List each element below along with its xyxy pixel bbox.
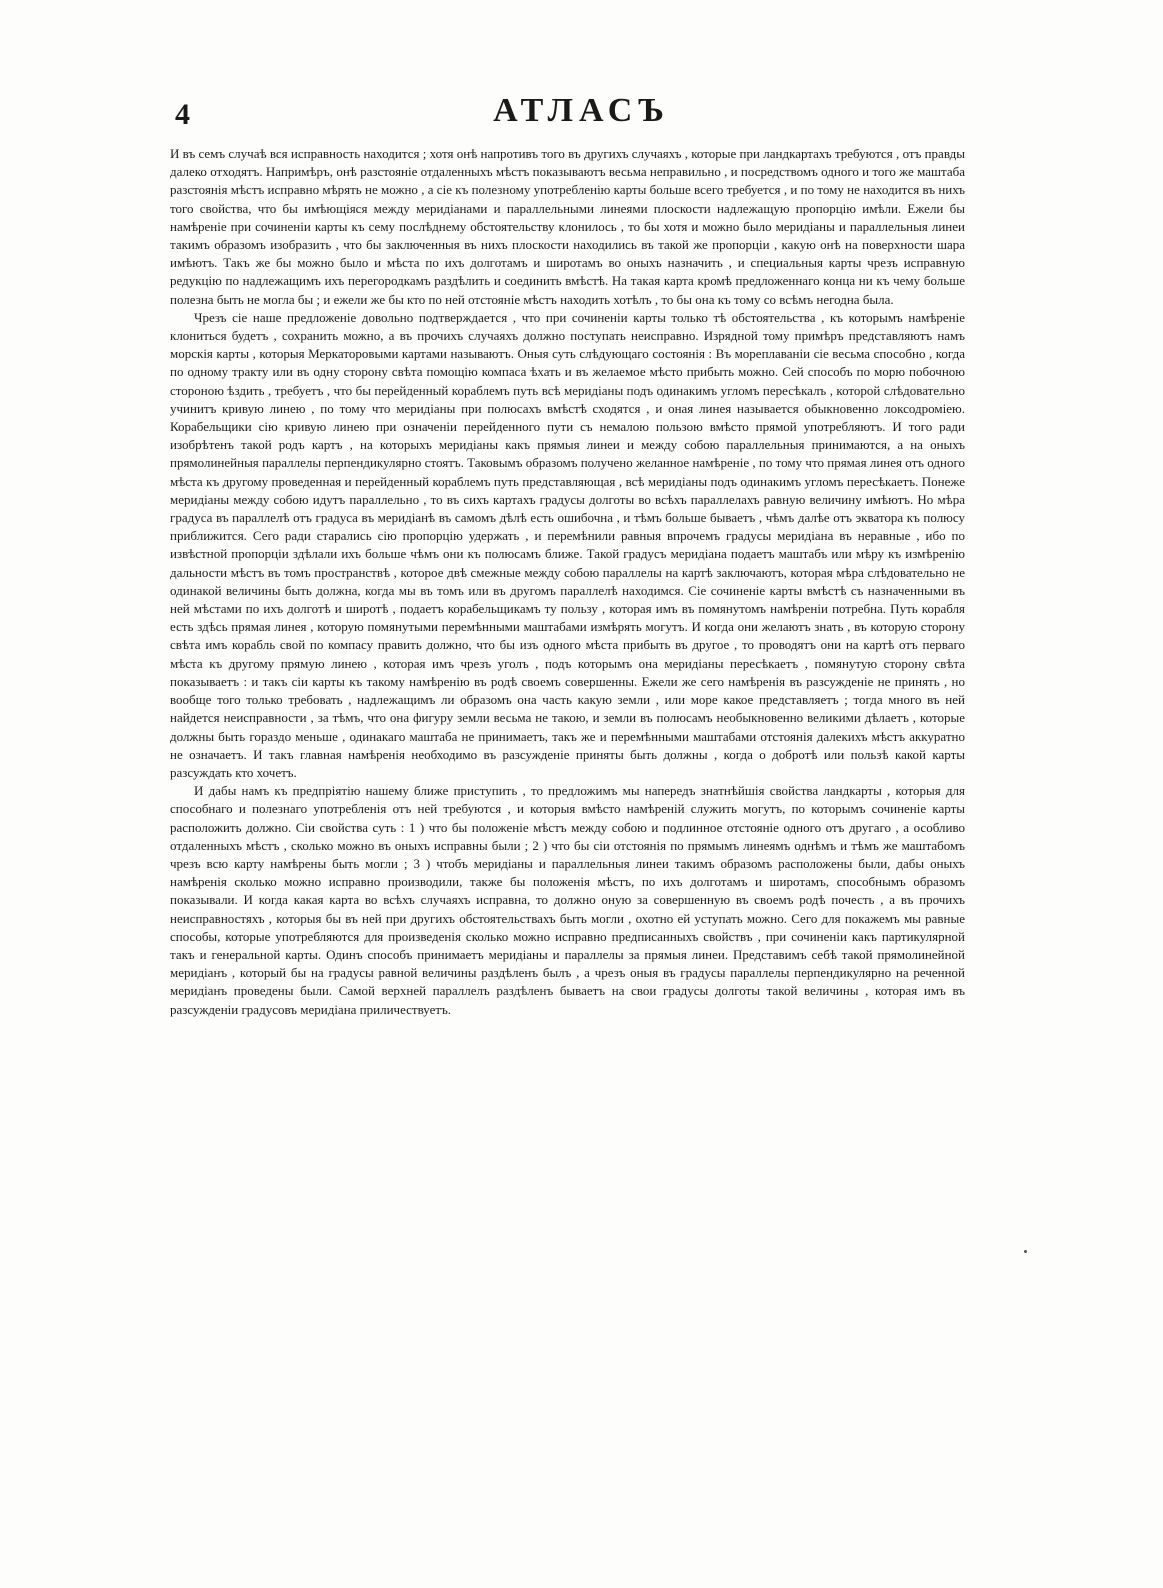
paragraph-1: И въ семъ случаѣ вся исправность находится ; хотя онѣ напротивъ того въ другихъ случаяхъ , которые при ландкартахъ требуются , отъ правды далеко отходятъ. Напримѣръ, онѣ разстояніе отдаленныхъ мѣстъ показываютъ весьма неправильно , и посредствомъ одного и того же маштаба разстоянія мѣстъ исправно мѣрять не можно , а сіе къ полезному употребленію карты больше всего требуется , и по тому не находится въ нихъ того свойства, что бы имѣющіяся между меридіанами и параллельными линеями плоскости надлежащую пропорцію имѣли. Ежели бы намѣреніе при сочиненіи карты къ сему послѣднему обстоятельству клонилось , то бы хотя и можно было меридіаны и параллельныя линеи такимъ образомъ изобразить , что бы заключенныя въ нихъ плоскости находились въ такой же пропорціи , какую онѣ на поверхности шара имѣютъ. Такъ же бы можно было и мѣста по ихъ долготамъ и широтамъ во оныхъ назначить , и специальныя карты чрезъ исправную редукцію по надлежащимъ ихъ перегородкамъ раздѣлить и соединить вмѣстѣ. На такая карта кромѣ предложеннаго конца ни къ чему больше полезна быть не могла бы ; и ежели же бы кто по ней отстояніе мѣстъ находить хотѣлъ , то бы она къ тому со всѣмъ негодна была.: [170, 146, 965, 307]
margin-speck: [1024, 1250, 1027, 1253]
running-head: АТЛАСЪ: [493, 92, 670, 129]
paragraph-3: И дабы намъ къ предпріятію нашему ближе приступить , то предложимъ мы напередъ знатнѣйшія свойства ландкарты , которыя для способнаго и полезнаго употребленія отъ ней требуются , и которыя вмѣсто намѣреній служить могутъ, по которымъ сочиненіе карты расположить должно. Сіи свойства суть : 1 ) что бы положеніе мѣстъ между собою и подлинное отстояніе одного отъ другаго , а особливо отдаленныхъ мѣстъ , сколько можно въ оныхъ исправны были ; 2 ) что бы сіи отстоянія по прямымъ линеямъ однѣмъ и тѣмъ же маштабомъ чрезъ всю карту намѣрены быть могли ; 3 ) чтобъ меридіаны и параллельныя линеи такимъ образомъ расположены были, дабы оныхъ намѣренія сколько можно исправно производили, также бы положенія мѣстъ, по ихъ долготамъ и широтамъ, способнымъ образомъ показывали. И когда какая карта во всѣхъ случаяхъ исправна, то должно оную за совершенную въ своемъ родѣ почесть , а въ прочихъ неисправностяхъ , которыя бы въ ней при другихъ обстоятельствахъ быть могли , охотно ей уступать можно. Сего для покажемъ мы равные способы, которые употребляются для произведенія сколько можно исправно предписанныхъ свойствъ , при сочиненіи какъ партикулярной такъ и генеральной карты. Одинъ способъ принимаетъ меридіаны и параллелы за прямыя линеи. Представимъ себѣ такой прямолинейной меридіанъ , который бы на градусы равной величины раздѣленъ былъ , а чрезъ оныя въ градусы параллелы перпендикулярно на реченной меридіанъ проведены были. Самой верхней параллелъ раздѣленъ бываетъ на свои градусы долготы такой величины , которая имъ въ разсужденіи градусовъ меридіана приличествуетъ.: [170, 783, 965, 1017]
body-text: [170, 145, 965, 1019]
paragraph-2: Чрезъ сіе наше предложеніе довольно подтверждается , что при сочиненіи карты только тѣ обстоятельства , къ которымъ намѣреніе клониться будетъ , сохранить можно, а въ прочихъ случаяхъ должно поступать неисправно. Изрядной тому примѣръ представляютъ намъ морскія карты , которыя Меркаторовыми картами называютъ. Оныя суть слѣдующаго состоянія : Въ мореплаваніи сіе весьма способно , когда по одному тракту или въ одну сторону свѣта помощію компаса ѣхать и въ желаемое мѣсто прибыть можно. Сей способъ по морю побочною стороною ѣздить , требуетъ , что бы перейденный кораблемъ путь всѣ меридіаны подъ одинакимъ угломъ пересѣкалъ , которой слѣдовательно учинитъ кривую линею , по тому что меридіаны при полюсахъ вмѣстѣ сходятся , и оная линея называется обыкновенно локсодроміею. Корабельщики сію кривую линею при означеніи перейденного пути съ немалою пользою вмѣсто прямой употребляютъ. И того ради изобрѣтенъ такой родъ картъ , на которыхъ меридіаны какъ прямыя линеи и между собою параллельныя принимаются, а на оныхъ прямолинейныя параллелы перпендикулярно стоятъ. Таковымъ образомъ получено желанное намѣреніе , по тому что прямая линея отъ одного мѣста къ другому проведенная и перейденный кораблемъ путь представляющая , всѣ меридіаны подъ одинакимъ угломъ пересѣкаетъ. Понеже меридіаны между собою идутъ параллельно , то въ сихъ картахъ градусы долготы во всѣхъ параллелахъ равную величину имѣютъ. Но мѣра градуса въ параллелѣ отъ градуса въ меридіанѣ въ самомъ дѣлѣ есть ошибочна , и тѣмъ больше бываетъ , чѣмъ далѣе отъ экватора къ полюсу приближится. Сего ради старались сію пропорцію удержать , и перемѣнили равныя впрочемъ градусы меридіана въ неравные , ибо по извѣстной пропорціи здѣлали ихъ больше чѣмъ они къ полюсамъ ближе. Такой градусъ меридіана подаетъ маштабъ или мѣру къ измѣренію дальности мѣстъ въ томъ пространствѣ , которое двѣ смежные между собою параллелы на картѣ заключаютъ, которая мѣра слѣдовательно не одинакой величины быть должна, когда мы въ томъ или въ другомъ параллелѣ находимся. Сіе сочиненіе карты вмѣстѣ съ назначенными въ ней мѣстами по ихъ долготѣ и широтѣ , подаетъ корабельщикамъ ту пользу , которая имъ въ помянутомъ намѣреніи потребна. Путь корабля есть здѣсь прямая линея , которую помянутыми перемѣнными маштабами измѣрять могутъ. И когда они желаютъ знать , въ которую сторону свѣта имъ корабль свой по компасу править должно, что бы изъ одного мѣста прибыть въ другое , то проводятъ они на картѣ отъ перваго мѣста къ другому прямую линею , которая имъ чрезъ уголъ , подъ которымъ она меридіаны пересѣкаетъ , помянутую сторону свѣта показываетъ : и такъ сіи карты къ такому намѣренію въ родѣ своемъ совершенны. Ежели же сего намѣренія въ разсужденіе не принять , но вообще того только требовать , надлежащимъ ли образомъ она часть какую земли , или море какое представляетъ ; тогда много въ ней найдется неисправности , за тѣмъ, что она фигуру земли весьма не такою, и земли въ полюсамъ необыкновенно великими дѣлаетъ , которые должны быть гораздо меньше , одинакаго маштаба не принимаетъ, такъ же и перемѣнными маштабами отстоянія далекихъ мѣстъ аккуратно не означаетъ. И такъ главная намѣренія необходимо въ разсужденіе приняты быть должны , когда о добротѣ или пользѣ какой карты разсуждать кто хочетъ.: [170, 309, 965, 780]
page-number: 4: [175, 98, 190, 131]
